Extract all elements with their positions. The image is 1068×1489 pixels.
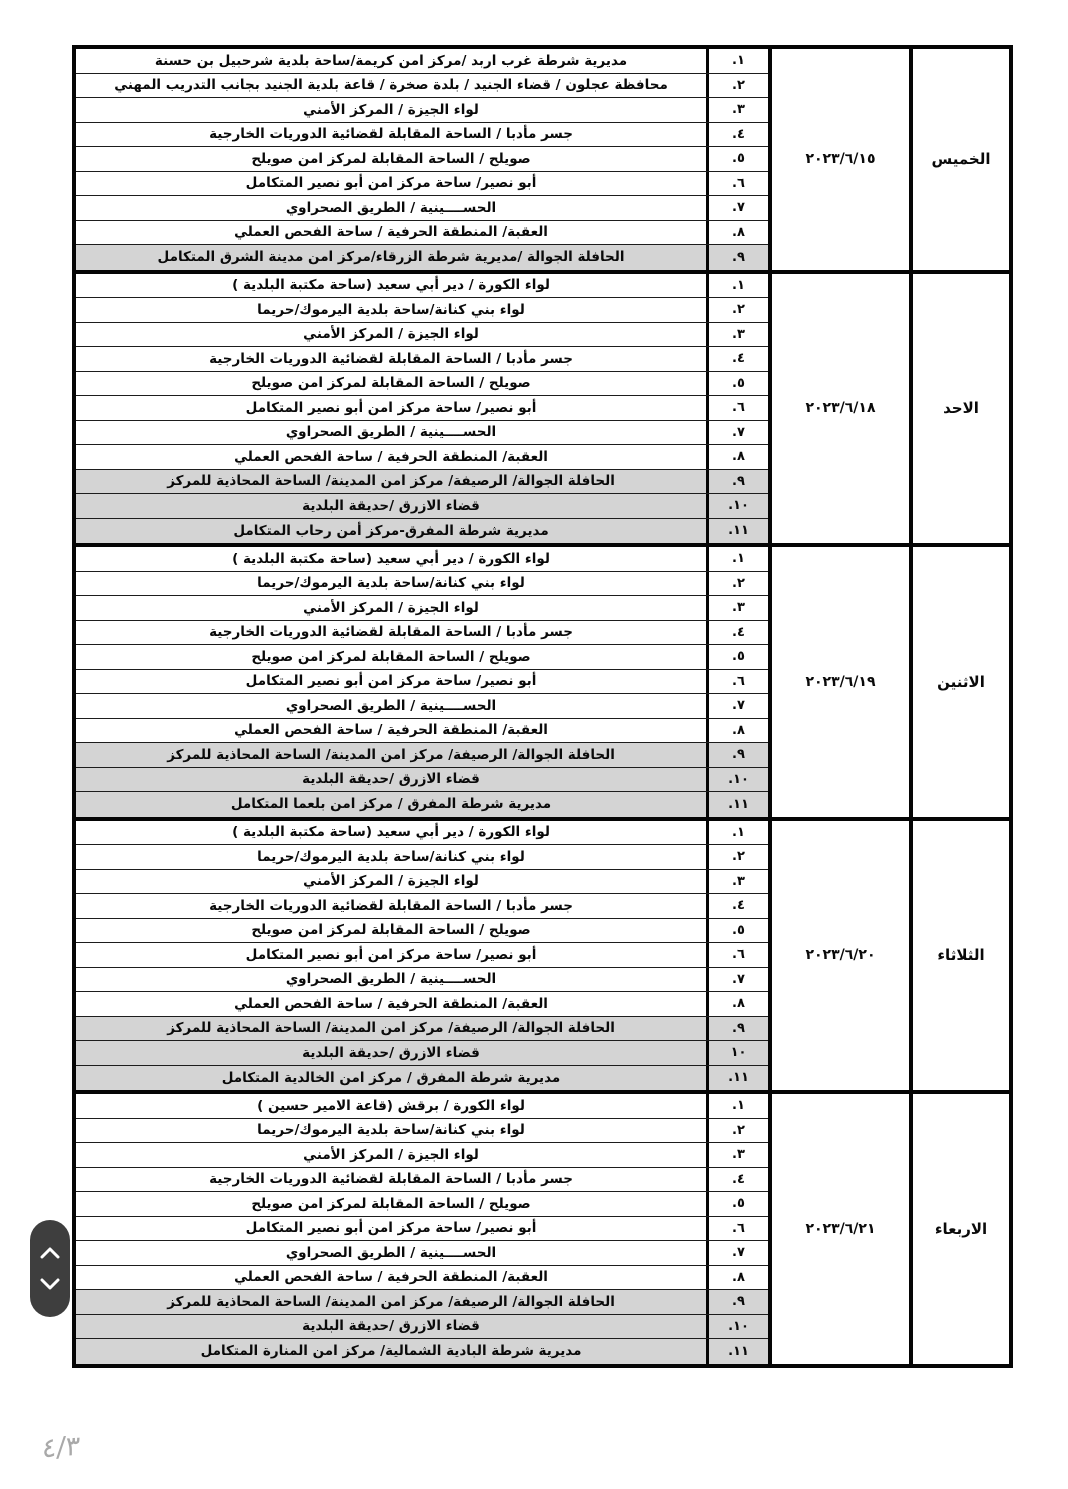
table-row xyxy=(76,1066,768,1091)
table-row xyxy=(76,1290,768,1315)
day-block xyxy=(76,1094,1009,1364)
row-number: .٨ xyxy=(706,1266,768,1290)
row-number: .٣ xyxy=(706,98,768,122)
table-row xyxy=(76,1192,768,1217)
table-row xyxy=(76,821,768,846)
table-row xyxy=(76,123,768,148)
table-row xyxy=(76,870,768,895)
row-location: لواء الكورة / برقش (قاعة الامير حسين ) xyxy=(257,1097,525,1114)
schedule-rows xyxy=(76,49,768,270)
row-location: العقبة/ المنطقة الحرفية / ساحة الفحص العملي xyxy=(234,224,548,241)
row-number: .١١ xyxy=(706,519,768,544)
table-row xyxy=(76,1017,768,1042)
page-number: ٤/٣ xyxy=(41,1430,81,1465)
table-row xyxy=(76,1094,768,1119)
table-row xyxy=(76,298,768,323)
date-cell: ٢٠٢٣/٦/٢١ xyxy=(768,1094,909,1364)
row-number: .٥ xyxy=(706,147,768,171)
row-number: .٧ xyxy=(706,968,768,992)
day-block xyxy=(76,49,1009,274)
schedule-rows xyxy=(76,547,768,817)
table-row xyxy=(76,719,768,744)
row-number: .٢ xyxy=(706,74,768,98)
row-number: .١٠ xyxy=(706,494,768,518)
day-block xyxy=(76,821,1009,1095)
table-row xyxy=(76,694,768,719)
row-number: .١١ xyxy=(706,1066,768,1091)
row-number: .٩ xyxy=(706,743,768,767)
table-row xyxy=(76,792,768,817)
table-row xyxy=(76,347,768,372)
row-location: الحســــينية / الطريق الصحراوي xyxy=(285,1244,497,1261)
table-row xyxy=(76,74,768,99)
row-location: الحســــينية / الطريق الصحراوي xyxy=(285,424,497,441)
row-number: .٥ xyxy=(706,919,768,943)
row-number: .٨ xyxy=(706,221,768,245)
table-row xyxy=(76,894,768,919)
row-number: .١١ xyxy=(706,792,768,817)
row-number: .٩ xyxy=(706,245,768,270)
row-number: .٢ xyxy=(706,298,768,322)
row-number: .١ xyxy=(706,274,768,298)
table-row xyxy=(76,396,768,421)
table-row xyxy=(76,621,768,646)
row-number: .٣ xyxy=(706,323,768,347)
table-row xyxy=(76,221,768,246)
row-number: .٥ xyxy=(706,372,768,396)
row-location: العقبة/ المنطقة الحرفية / ساحة الفحص العملي xyxy=(234,995,548,1012)
row-number: .٤ xyxy=(706,894,768,918)
row-number: ١٠ xyxy=(706,1041,768,1065)
row-number: .٢ xyxy=(706,845,768,869)
row-location: أبو نصير/ ساحة مركز امن أبو نصير المتكامل xyxy=(245,946,537,963)
row-number: .٦ xyxy=(706,1217,768,1241)
row-location: الحســــينية / الطريق الصحراوي xyxy=(285,697,497,714)
chevron-up-icon xyxy=(39,1246,61,1259)
table-row xyxy=(76,245,768,270)
row-location: أبو نصير/ ساحة مركز امن أبو نصير المتكامل xyxy=(245,399,537,416)
row-location: قضاء الازرق /حديقة البلدية xyxy=(302,1044,480,1061)
row-number: .٧ xyxy=(706,421,768,445)
table-row xyxy=(76,519,768,544)
table-row xyxy=(76,1315,768,1340)
row-location: العقبة/ المنطقة الحرفية / ساحة الفحص العملي xyxy=(234,448,548,465)
table-row xyxy=(76,494,768,519)
row-location: لواء الجيزة / المركز الأمني xyxy=(303,599,479,616)
table-row xyxy=(76,743,768,768)
row-location: جسر مأدبا / الساحة المقابلة لقضائية الدوريات الخارجية xyxy=(209,126,573,143)
row-location: أبو نصير/ ساحة مركز امن أبو نصير المتكامل xyxy=(245,175,537,192)
row-location: لواء الجيزة / المركز الأمني xyxy=(303,1146,479,1163)
scroll-down-button[interactable] xyxy=(38,1277,62,1293)
row-location: الحافلة الجوالة/ الرصيفة/ مركز امن المدينة/ الساحة المحاذية للمركز xyxy=(167,1020,615,1037)
row-location: الحافلة الجوالة/ الرصيفة/ مركز امن المدينة/ الساحة المحاذية للمركز xyxy=(167,746,615,763)
table-row xyxy=(76,645,768,670)
table-row xyxy=(76,919,768,944)
row-number: .٥ xyxy=(706,1192,768,1216)
day-cell: الخميس xyxy=(909,49,1009,270)
day-cell: الاربعاء xyxy=(909,1094,1009,1364)
date-cell: ٢٠٢٣/٦/١٥ xyxy=(768,49,909,270)
row-location: مديرية شرطة المفرق-مركز أمن رحاب المتكامل xyxy=(233,522,549,539)
row-number: .٨ xyxy=(706,719,768,743)
row-location: جسر مأدبا / الساحة المقابلة لقضائية الدوريات الخارجية xyxy=(209,350,573,367)
table-row xyxy=(76,421,768,446)
table-row xyxy=(76,372,768,397)
row-number: .٤ xyxy=(706,621,768,645)
row-number: .٩ xyxy=(706,1290,768,1314)
table-row xyxy=(76,596,768,621)
date-cell: ٢٠٢٣/٦/١٩ xyxy=(768,547,909,817)
row-number: .٨ xyxy=(706,445,768,469)
table-row xyxy=(76,1143,768,1168)
table-row xyxy=(76,992,768,1017)
row-number: .٤ xyxy=(706,347,768,371)
row-location: مديرية شرطة غرب اربد /مركز امن كريمة/ساحة بلدية شرحبيل بن حسنة xyxy=(154,52,628,69)
table-row xyxy=(76,968,768,993)
row-number: .٦ xyxy=(706,396,768,420)
table-row xyxy=(76,845,768,870)
row-number: .٦ xyxy=(706,670,768,694)
day-block xyxy=(76,274,1009,548)
row-location: صويلح / الساحة المقابلة لمركز امن صويلح xyxy=(251,375,531,392)
table-row xyxy=(76,196,768,221)
row-location: لواء الكورة / دير أبي سعيد (ساحة مكتبة البلدية ) xyxy=(232,277,550,294)
row-location: لواء بني كنانة/ساحة بلدية اليرموك/حريما xyxy=(257,848,525,865)
row-location: الحســــينية / الطريق الصحراوي xyxy=(285,199,497,216)
row-location: جسر مأدبا / الساحة المقابلة لقضائية الدوريات الخارجية xyxy=(209,1171,573,1188)
day-cell: الاحد xyxy=(909,274,1009,544)
row-location: جسر مأدبا / الساحة المقابلة لقضائية الدوريات الخارجية xyxy=(209,897,573,914)
row-location: لواء بني كنانة/ساحة بلدية اليرموك/حريما xyxy=(257,575,525,592)
row-number: .١٠ xyxy=(706,1315,768,1339)
table-row xyxy=(76,1217,768,1242)
table-row xyxy=(76,670,768,695)
table-row xyxy=(76,768,768,793)
table-row xyxy=(76,1266,768,1291)
row-number: .١ xyxy=(706,547,768,571)
table-row xyxy=(76,323,768,348)
date-cell: ٢٠٢٣/٦/١٨ xyxy=(768,274,909,544)
date-cell: ٢٠٢٣/٦/٢٠ xyxy=(768,821,909,1091)
table-row xyxy=(76,172,768,197)
row-location: مديرية شرطة المفرق / مركز امن بلعما المتكامل xyxy=(230,796,552,813)
schedule-rows xyxy=(76,274,768,544)
row-location: صويلح / الساحة المقابلة لمركز امن صويلح xyxy=(251,1195,531,1212)
row-location: لواء بني كنانة/ساحة بلدية اليرموك/حريما xyxy=(257,301,525,318)
table-row xyxy=(76,98,768,123)
row-location: قضاء الازرق /حديقة البلدية xyxy=(302,497,480,514)
row-location: لواء الكورة / دير أبي سعيد (ساحة مكتبة البلدية ) xyxy=(232,550,550,567)
table-row xyxy=(76,147,768,172)
table-row xyxy=(76,445,768,470)
row-number: .٩ xyxy=(706,1017,768,1041)
table-row xyxy=(76,1119,768,1144)
row-location: العقبة/ المنطقة الحرفية / ساحة الفحص العملي xyxy=(234,1269,548,1286)
row-location: الحســــينية / الطريق الصحراوي xyxy=(285,971,497,988)
table-row xyxy=(76,572,768,597)
table-row xyxy=(76,1041,768,1066)
row-number: .٤ xyxy=(706,1168,768,1192)
row-number: .٩ xyxy=(706,470,768,494)
row-number: .٦ xyxy=(706,172,768,196)
row-number: .٧ xyxy=(706,1241,768,1265)
row-location: قضاء الازرق /حديقة البلدية xyxy=(302,771,480,788)
row-number: .٢ xyxy=(706,1119,768,1143)
row-location: محافظة عجلون / قضاء الجنيد / بلدة صخرة / قاعة بلدية الجنيد بجانب التدريب المهني xyxy=(114,77,668,94)
chevron-down-icon xyxy=(39,1278,61,1291)
row-number: .٧ xyxy=(706,196,768,220)
scroll-control xyxy=(30,1220,70,1317)
row-number: .٤ xyxy=(706,123,768,147)
day-cell: الثلاثاء xyxy=(909,821,1009,1091)
row-location: لواء الكورة / دير أبي سعيد (ساحة مكتبة البلدية ) xyxy=(232,824,550,841)
row-location: صويلح / الساحة المقابلة لمركز امن صويلح xyxy=(251,922,531,939)
row-location: لواء بني كنانة/ساحة بلدية اليرموك/حريما xyxy=(257,1122,525,1139)
row-number: .٣ xyxy=(706,870,768,894)
row-number: .٣ xyxy=(706,1143,768,1167)
row-number: .١٠ xyxy=(706,768,768,792)
table-row xyxy=(76,1339,768,1364)
day-cell: الاثنين xyxy=(909,547,1009,817)
row-location: مديرية شرطة البادية الشمالية/ مركز امن المنارة المتكامل xyxy=(200,1343,582,1360)
table-row xyxy=(76,470,768,495)
row-number: .١ xyxy=(706,49,768,73)
row-location: الحافلة الجوالة/ الرصيفة/ مركز امن المدينة/ الساحة المحاذية للمركز xyxy=(167,1293,615,1310)
table-row xyxy=(76,943,768,968)
schedule-rows xyxy=(76,1094,768,1364)
row-number: .١ xyxy=(706,821,768,845)
table-row xyxy=(76,547,768,572)
row-location: أبو نصير/ ساحة مركز امن أبو نصير المتكامل xyxy=(245,673,537,690)
row-number: .١١ xyxy=(706,1339,768,1364)
table-row xyxy=(76,274,768,299)
table-row xyxy=(76,1241,768,1266)
row-location: صويلح / الساحة المقابلة لمركز امن صويلح xyxy=(251,150,531,167)
row-number: .٥ xyxy=(706,645,768,669)
row-number: .١ xyxy=(706,1094,768,1118)
row-location: جسر مأدبا / الساحة المقابلة لقضائية الدوريات الخارجية xyxy=(209,624,573,641)
scroll-up-button[interactable] xyxy=(38,1245,62,1261)
row-location: لواء الجيزة / المركز الأمني xyxy=(303,873,479,890)
row-number: .٣ xyxy=(706,596,768,620)
table-row xyxy=(76,49,768,74)
schedule-table xyxy=(72,45,1013,1368)
row-location: قضاء الازرق /حديقة البلدية xyxy=(302,1318,480,1335)
row-number: .٧ xyxy=(706,694,768,718)
row-number: .٢ xyxy=(706,572,768,596)
row-location: أبو نصير/ ساحة مركز امن أبو نصير المتكامل xyxy=(245,1220,537,1237)
row-location: لواء الجيزة / المركز الأمني xyxy=(303,101,479,118)
table-row xyxy=(76,1168,768,1193)
row-location: الحافلة الجوالة/ الرصيفة/ مركز امن المدينة/ الساحة المحاذية للمركز xyxy=(167,473,615,490)
row-location: العقبة/ المنطقة الحرفية / ساحة الفحص العملي xyxy=(234,722,548,739)
row-location: صويلح / الساحة المقابلة لمركز امن صويلح xyxy=(251,648,531,665)
row-location: الحافلة الجوالة /مديرية شرطة الزرقاء/مركز امن مدينة الشرق المتكامل xyxy=(157,249,625,266)
schedule-rows xyxy=(76,821,768,1091)
row-location: مديرية شرطة المفرق / مركز امن الخالدية المتكامل xyxy=(221,1069,561,1086)
row-location: لواء الجيزة / المركز الأمني xyxy=(303,326,479,343)
row-number: .٨ xyxy=(706,992,768,1016)
row-number: .٦ xyxy=(706,943,768,967)
day-block xyxy=(76,547,1009,821)
